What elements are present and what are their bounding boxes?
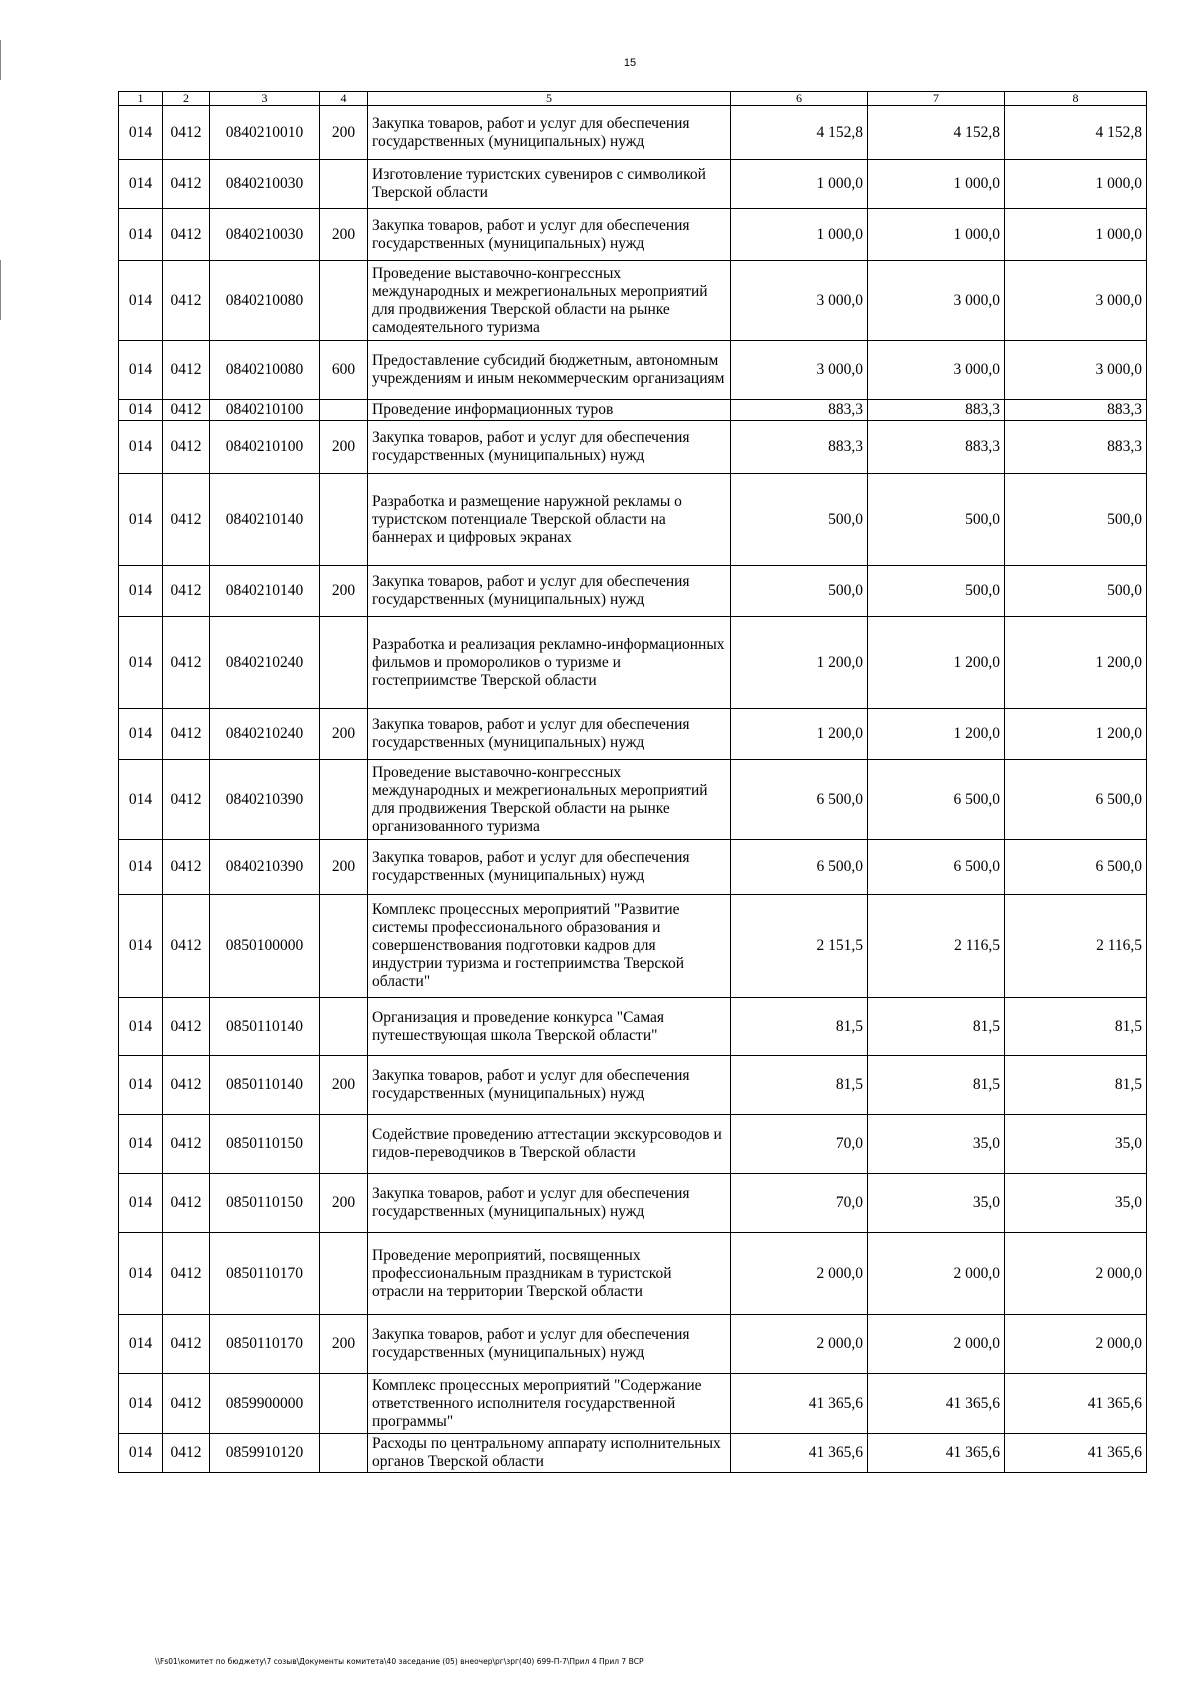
cell-amount-year2: 2 000,0 [868, 1315, 1005, 1374]
cell-expense-type [320, 474, 368, 566]
cell-description: Комплекс процессных мероприятий "Содержание ответственного исполнителя государственной программы" [368, 1374, 731, 1434]
cell-ministry-code: 014 [119, 160, 163, 209]
cell-amount-year3: 1 200,0 [1005, 709, 1147, 760]
table-row [119, 840, 1147, 895]
cell-target-article: 0850110170 [210, 1233, 320, 1315]
cell-amount-year2: 41 365,6 [868, 1434, 1005, 1473]
cell-description: Закупка товаров, работ и услуг для обеспечения государственных (муниципальных) нужд [368, 709, 731, 760]
cell-expense-type [320, 400, 368, 421]
cell-target-article: 0840210100 [210, 400, 320, 421]
cell-description: Закупка товаров, работ и услуг для обеспечения государственных (муниципальных) нужд [368, 209, 731, 261]
cell-ministry-code: 014 [119, 474, 163, 566]
column-number: 8 [1005, 92, 1147, 106]
cell-amount-year1: 1 200,0 [731, 617, 868, 709]
cell-section-code: 0412 [163, 566, 210, 617]
cell-ministry-code: 014 [119, 1315, 163, 1374]
cell-amount-year1: 2 000,0 [731, 1233, 868, 1315]
cell-expense-type [320, 1374, 368, 1434]
cell-section-code: 0412 [163, 1056, 210, 1115]
cell-expense-type [320, 760, 368, 840]
cell-section-code: 0412 [163, 840, 210, 895]
cell-amount-year1: 6 500,0 [731, 840, 868, 895]
cell-ministry-code: 014 [119, 106, 163, 160]
cell-amount-year1: 1 000,0 [731, 209, 868, 261]
cell-target-article: 0840210140 [210, 474, 320, 566]
table-row [119, 1233, 1147, 1315]
cell-target-article: 0850110150 [210, 1115, 320, 1174]
cell-amount-year2: 883,3 [868, 421, 1005, 474]
cell-amount-year2: 1 000,0 [868, 160, 1005, 209]
column-number: 4 [320, 92, 368, 106]
cell-section-code: 0412 [163, 474, 210, 566]
cell-amount-year3: 2 000,0 [1005, 1233, 1147, 1315]
table-row [119, 1115, 1147, 1174]
column-number: 1 [119, 92, 163, 106]
cell-amount-year2: 81,5 [868, 998, 1005, 1056]
cell-section-code: 0412 [163, 895, 210, 998]
cell-ministry-code: 014 [119, 895, 163, 998]
cell-section-code: 0412 [163, 261, 210, 341]
cell-target-article: 0840210080 [210, 341, 320, 400]
cell-ministry-code: 014 [119, 421, 163, 474]
table-row [119, 341, 1147, 400]
table-row [119, 998, 1147, 1056]
cell-ministry-code: 014 [119, 760, 163, 840]
column-number: 2 [163, 92, 210, 106]
cell-description: Содействие проведению аттестации экскурсоводов и гидов-переводчиков в Тверской области [368, 1115, 731, 1174]
cell-ministry-code: 014 [119, 209, 163, 261]
cell-description: Изготовление туристских сувениров с символикой Тверской области [368, 160, 731, 209]
cell-target-article: 0840210240 [210, 709, 320, 760]
table-row [119, 760, 1147, 840]
cell-amount-year1: 883,3 [731, 400, 868, 421]
cell-section-code: 0412 [163, 400, 210, 421]
cell-expense-type: 200 [320, 106, 368, 160]
cell-amount-year3: 3 000,0 [1005, 341, 1147, 400]
cell-amount-year2: 4 152,8 [868, 106, 1005, 160]
cell-ministry-code: 014 [119, 1374, 163, 1434]
cell-amount-year2: 500,0 [868, 566, 1005, 617]
table-row [119, 895, 1147, 998]
cell-amount-year2: 1 000,0 [868, 209, 1005, 261]
cell-ministry-code: 014 [119, 1434, 163, 1473]
cell-ministry-code: 014 [119, 1233, 163, 1315]
cell-target-article: 0840210140 [210, 566, 320, 617]
cell-amount-year3: 41 365,6 [1005, 1374, 1147, 1434]
table-row [119, 474, 1147, 566]
cell-amount-year2: 3 000,0 [868, 261, 1005, 341]
cell-target-article: 0850110150 [210, 1174, 320, 1233]
cell-ministry-code: 014 [119, 998, 163, 1056]
table-row [119, 160, 1147, 209]
cell-amount-year3: 35,0 [1005, 1174, 1147, 1233]
cell-target-article: 0840210240 [210, 617, 320, 709]
cell-description: Проведение мероприятий, посвященных профессиональным праздникам в туристской отрасли на территории Тверской области [368, 1233, 731, 1315]
cell-description: Закупка товаров, работ и услуг для обеспечения государственных (муниципальных) нужд [368, 1174, 731, 1233]
cell-amount-year1: 1 200,0 [731, 709, 868, 760]
cell-section-code: 0412 [163, 998, 210, 1056]
table-row [119, 421, 1147, 474]
cell-amount-year2: 2 116,5 [868, 895, 1005, 998]
cell-expense-type: 600 [320, 341, 368, 400]
cell-target-article: 0850110140 [210, 998, 320, 1056]
cell-expense-type [320, 1115, 368, 1174]
cell-amount-year1: 81,5 [731, 1056, 868, 1115]
cell-target-article: 0859900000 [210, 1374, 320, 1434]
cell-description: Разработка и размещение наружной рекламы о туристском потенциале Тверской области на баннерах и цифровых экранах [368, 474, 731, 566]
cell-amount-year2: 500,0 [868, 474, 1005, 566]
cell-section-code: 0412 [163, 106, 210, 160]
cell-amount-year3: 35,0 [1005, 1115, 1147, 1174]
cell-target-article: 0840210100 [210, 421, 320, 474]
cell-expense-type: 200 [320, 840, 368, 895]
cell-amount-year3: 500,0 [1005, 474, 1147, 566]
cell-expense-type: 200 [320, 1174, 368, 1233]
table-row [119, 1374, 1147, 1434]
column-number: 3 [210, 92, 320, 106]
table-row [119, 106, 1147, 160]
cell-amount-year3: 883,3 [1005, 421, 1147, 474]
table-row [119, 1434, 1147, 1473]
cell-section-code: 0412 [163, 209, 210, 261]
column-number: 7 [868, 92, 1005, 106]
cell-expense-type [320, 895, 368, 998]
footer-file-path: \\Fs01\комитет по бюджету\7 созыв\Документы комитета\40 заседание (05) внеочер\рг\зрг(40) 699-П-7\Прил 4 Прил 7 ВСР [155, 1657, 644, 1666]
cell-description: Проведение информационных туров [368, 400, 731, 421]
cell-amount-year1: 41 365,6 [731, 1434, 868, 1473]
cell-expense-type: 200 [320, 566, 368, 617]
column-number: 5 [368, 92, 731, 106]
cell-expense-type [320, 617, 368, 709]
cell-description: Организация и проведение конкурса "Самая путешествующая школа Тверской области" [368, 998, 731, 1056]
table-row [119, 400, 1147, 421]
cell-ministry-code: 014 [119, 566, 163, 617]
cell-amount-year3: 81,5 [1005, 1056, 1147, 1115]
cell-amount-year3: 2 116,5 [1005, 895, 1147, 998]
table-row [119, 709, 1147, 760]
cell-description: Разработка и реализация рекламно-информационных фильмов и промороликов о туризме и гостеприимстве Тверской области [368, 617, 731, 709]
cell-description: Проведение выставочно-конгрессных международных и межрегиональных мероприятий для продвижения Тверской области на рынке организованного туризма [368, 760, 731, 840]
cell-description: Предоставление субсидий бюджетным, автономным учреждениям и иным некоммерческим организациям [368, 341, 731, 400]
cell-ministry-code: 014 [119, 1056, 163, 1115]
cell-expense-type [320, 998, 368, 1056]
cell-expense-type [320, 160, 368, 209]
cell-target-article: 0850110170 [210, 1315, 320, 1374]
cell-amount-year2: 1 200,0 [868, 709, 1005, 760]
cell-amount-year3: 4 152,8 [1005, 106, 1147, 160]
cell-section-code: 0412 [163, 421, 210, 474]
cell-section-code: 0412 [163, 617, 210, 709]
cell-section-code: 0412 [163, 1374, 210, 1434]
cell-description: Комплекс процессных мероприятий "Развитие системы профессионального образования и совершенствования подготовки кадров для индустрии туризма и гостеприимства Тверской области" [368, 895, 731, 998]
cell-target-article: 0840210030 [210, 209, 320, 261]
cell-section-code: 0412 [163, 341, 210, 400]
cell-ministry-code: 014 [119, 261, 163, 341]
cell-ministry-code: 014 [119, 341, 163, 400]
cell-target-article: 0840210010 [210, 106, 320, 160]
cell-expense-type [320, 1233, 368, 1315]
cell-target-article: 0840210030 [210, 160, 320, 209]
scan-margin-mark [0, 260, 7, 320]
cell-section-code: 0412 [163, 1434, 210, 1473]
table-row [119, 261, 1147, 341]
cell-target-article: 0840210390 [210, 840, 320, 895]
cell-description: Закупка товаров, работ и услуг для обеспечения государственных (муниципальных) нужд [368, 1056, 731, 1115]
cell-ministry-code: 014 [119, 617, 163, 709]
cell-section-code: 0412 [163, 1115, 210, 1174]
cell-amount-year2: 883,3 [868, 400, 1005, 421]
cell-amount-year1: 883,3 [731, 421, 868, 474]
cell-amount-year1: 70,0 [731, 1115, 868, 1174]
cell-section-code: 0412 [163, 760, 210, 840]
cell-amount-year1: 4 152,8 [731, 106, 868, 160]
cell-amount-year2: 81,5 [868, 1056, 1005, 1115]
cell-amount-year3: 3 000,0 [1005, 261, 1147, 341]
cell-description: Закупка товаров, работ и услуг для обеспечения государственных (муниципальных) нужд [368, 566, 731, 617]
cell-amount-year3: 6 500,0 [1005, 840, 1147, 895]
table-row [119, 1056, 1147, 1115]
cell-section-code: 0412 [163, 709, 210, 760]
cell-ministry-code: 014 [119, 400, 163, 421]
cell-amount-year1: 2 000,0 [731, 1315, 868, 1374]
cell-amount-year1: 1 000,0 [731, 160, 868, 209]
cell-amount-year3: 6 500,0 [1005, 760, 1147, 840]
cell-amount-year3: 883,3 [1005, 400, 1147, 421]
cell-description: Закупка товаров, работ и услуг для обеспечения государственных (муниципальных) нужд [368, 1315, 731, 1374]
table-row [119, 617, 1147, 709]
column-number: 6 [731, 92, 868, 106]
cell-amount-year2: 35,0 [868, 1115, 1005, 1174]
cell-amount-year3: 41 365,6 [1005, 1434, 1147, 1473]
cell-amount-year1: 81,5 [731, 998, 868, 1056]
budget-table [118, 91, 1147, 1473]
cell-section-code: 0412 [163, 1174, 210, 1233]
cell-description: Закупка товаров, работ и услуг для обеспечения государственных (муниципальных) нужд [368, 421, 731, 474]
cell-amount-year3: 1 200,0 [1005, 617, 1147, 709]
cell-target-article: 0840210390 [210, 760, 320, 840]
cell-section-code: 0412 [163, 160, 210, 209]
table-row [119, 566, 1147, 617]
cell-ministry-code: 014 [119, 709, 163, 760]
table-row [119, 1174, 1147, 1233]
cell-amount-year3: 2 000,0 [1005, 1315, 1147, 1374]
cell-amount-year1: 70,0 [731, 1174, 868, 1233]
cell-ministry-code: 014 [119, 1115, 163, 1174]
cell-amount-year1: 6 500,0 [731, 760, 868, 840]
cell-amount-year2: 3 000,0 [868, 341, 1005, 400]
cell-expense-type: 200 [320, 421, 368, 474]
cell-target-article: 0840210080 [210, 261, 320, 341]
cell-description: Закупка товаров, работ и услуг для обеспечения государственных (муниципальных) нужд [368, 840, 731, 895]
cell-description: Расходы по центральному аппарату исполнительных органов Тверской области [368, 1434, 731, 1473]
cell-ministry-code: 014 [119, 840, 163, 895]
cell-amount-year3: 500,0 [1005, 566, 1147, 617]
table-row [119, 1315, 1147, 1374]
cell-amount-year1: 3 000,0 [731, 261, 868, 341]
cell-description: Проведение выставочно-конгрессных международных и межрегиональных мероприятий для продвижения Тверской области на рынке самодеятельного туризма [368, 261, 731, 341]
cell-amount-year2: 1 200,0 [868, 617, 1005, 709]
cell-amount-year1: 41 365,6 [731, 1374, 868, 1434]
cell-amount-year2: 2 000,0 [868, 1233, 1005, 1315]
cell-amount-year2: 41 365,6 [868, 1374, 1005, 1434]
cell-section-code: 0412 [163, 1315, 210, 1374]
cell-section-code: 0412 [163, 1233, 210, 1315]
cell-amount-year1: 3 000,0 [731, 341, 868, 400]
cell-target-article: 0850110140 [210, 1056, 320, 1115]
cell-expense-type: 200 [320, 1315, 368, 1374]
cell-amount-year1: 500,0 [731, 566, 868, 617]
cell-expense-type: 200 [320, 709, 368, 760]
column-number-row [119, 92, 1147, 106]
cell-amount-year1: 2 151,5 [731, 895, 868, 998]
table-row [119, 209, 1147, 261]
cell-amount-year3: 1 000,0 [1005, 160, 1147, 209]
cell-amount-year2: 6 500,0 [868, 760, 1005, 840]
page-number: 15 [623, 57, 637, 69]
cell-amount-year3: 81,5 [1005, 998, 1147, 1056]
cell-expense-type: 200 [320, 209, 368, 261]
cell-description: Закупка товаров, работ и услуг для обеспечения государственных (муниципальных) нужд [368, 106, 731, 160]
cell-target-article: 0859910120 [210, 1434, 320, 1473]
cell-amount-year1: 500,0 [731, 474, 868, 566]
cell-amount-year2: 6 500,0 [868, 840, 1005, 895]
cell-amount-year3: 1 000,0 [1005, 209, 1147, 261]
cell-expense-type: 200 [320, 1056, 368, 1115]
cell-expense-type [320, 1434, 368, 1473]
cell-expense-type [320, 261, 368, 341]
cell-amount-year2: 35,0 [868, 1174, 1005, 1233]
cell-ministry-code: 014 [119, 1174, 163, 1233]
cell-target-article: 0850100000 [210, 895, 320, 998]
